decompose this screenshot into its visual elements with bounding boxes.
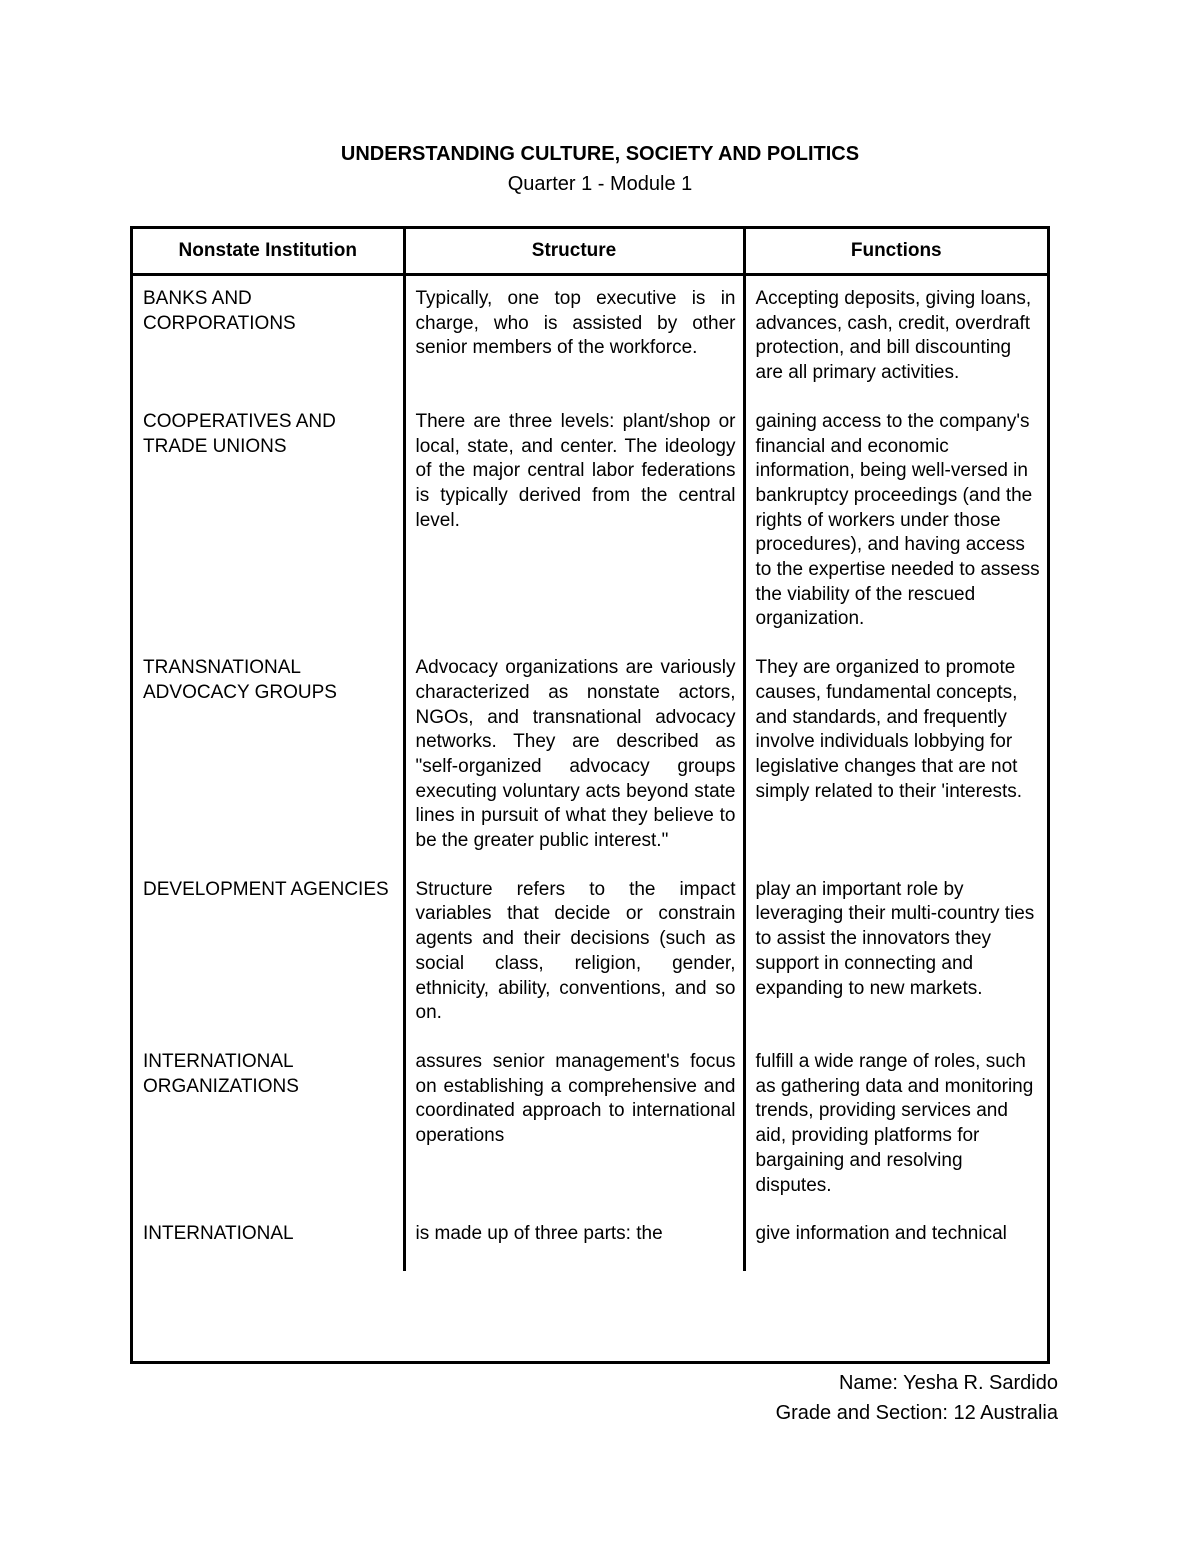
structure-cell: assures senior management's focus on establishing a comprehensive and coordinated approach to international operations bbox=[404, 1050, 744, 1222]
institutions-table-frame bbox=[130, 226, 1050, 1364]
institution-cell: INTERNATIONAL ORGANIZATIONS bbox=[143, 1050, 299, 1097]
document-title: UNDERSTANDING CULTURE, SOCIETY AND POLITICS bbox=[340, 143, 860, 165]
document-subtitle: Quarter 1 - Module 1 bbox=[507, 173, 693, 195]
institution-cell: DEVELOPMENT AGENCIES bbox=[143, 878, 389, 900]
functions-cell: give information and technical bbox=[744, 1222, 1047, 1271]
table-row bbox=[133, 878, 1047, 1050]
functions-cell: gaining access to the company's financial and economic information, being well-versed in bankruptcy proceedings (and the rights of workers under those procedures), and having access to the expertise needed to assess the viability of the rescued organization. bbox=[744, 410, 1047, 656]
structure-cell: There are three levels: plant/shop or local, state, and center. The ideology of the major central labor federations is typically derived from the central level. bbox=[404, 410, 744, 656]
institutions-table bbox=[133, 229, 1047, 1271]
table-row bbox=[133, 1222, 1047, 1271]
institution-cell: BANKS AND CORPORATIONS bbox=[143, 288, 296, 334]
functions-cell: Accepting deposits, giving loans, advances, cash, credit, overdraft protection, and bill discounting are all primary activities. bbox=[744, 275, 1047, 410]
header-nonstate-institution: Nonstate Institution bbox=[133, 229, 404, 275]
header-structure: Structure bbox=[404, 229, 744, 275]
student-name: Name: Yesha R. Sardido bbox=[838, 1372, 1058, 1394]
header-functions: Functions bbox=[744, 229, 1047, 275]
structure-cell: Structure refers to the impact variables that decide or constrain agents and their decisions (such as social class, religion, gender, ethnicity, ability, conventions, and so on. bbox=[404, 878, 744, 1050]
structure-cell: Advocacy organizations are variously characterized as nonstate actors, NGOs, and transnational advocacy networks. They are described as "self-organized advocacy groups executing voluntary acts beyond state lines in pursuit of what they believe to be the greater public interest." bbox=[404, 656, 744, 878]
table-row bbox=[133, 656, 1047, 878]
grade-and-section: Grade and Section: 12 Australia bbox=[775, 1402, 1058, 1424]
institution-cell: COOPERATIVES AND TRADE UNIONS bbox=[143, 410, 336, 457]
table-header-row bbox=[133, 229, 1047, 275]
table-row bbox=[133, 410, 1047, 656]
structure-cell: Typically, one top executive is in charge, who is assisted by other senior members of the workforce. bbox=[404, 275, 744, 410]
functions-cell: They are organized to promote causes, fundamental concepts, and standards, and frequently involve individuals lobbying for legislative changes that are not simply related to their 'interests. bbox=[744, 656, 1047, 878]
institution-cell: INTERNATIONAL bbox=[143, 1223, 294, 1245]
functions-cell: fulfill a wide range of roles, such as gathering data and monitoring trends, providing services and aid, providing platforms for bargaining and resolving disputes. bbox=[744, 1050, 1047, 1222]
functions-cell: play an important role by leveraging their multi-country ties to assist the innovators they support in connecting and expanding to new markets. bbox=[744, 878, 1047, 1050]
table-row bbox=[133, 1050, 1047, 1222]
institution-cell: TRANSNATIONAL ADVOCACY GROUPS bbox=[143, 657, 337, 703]
structure-cell: is made up of three parts: the bbox=[404, 1222, 744, 1271]
table-row bbox=[133, 275, 1047, 410]
